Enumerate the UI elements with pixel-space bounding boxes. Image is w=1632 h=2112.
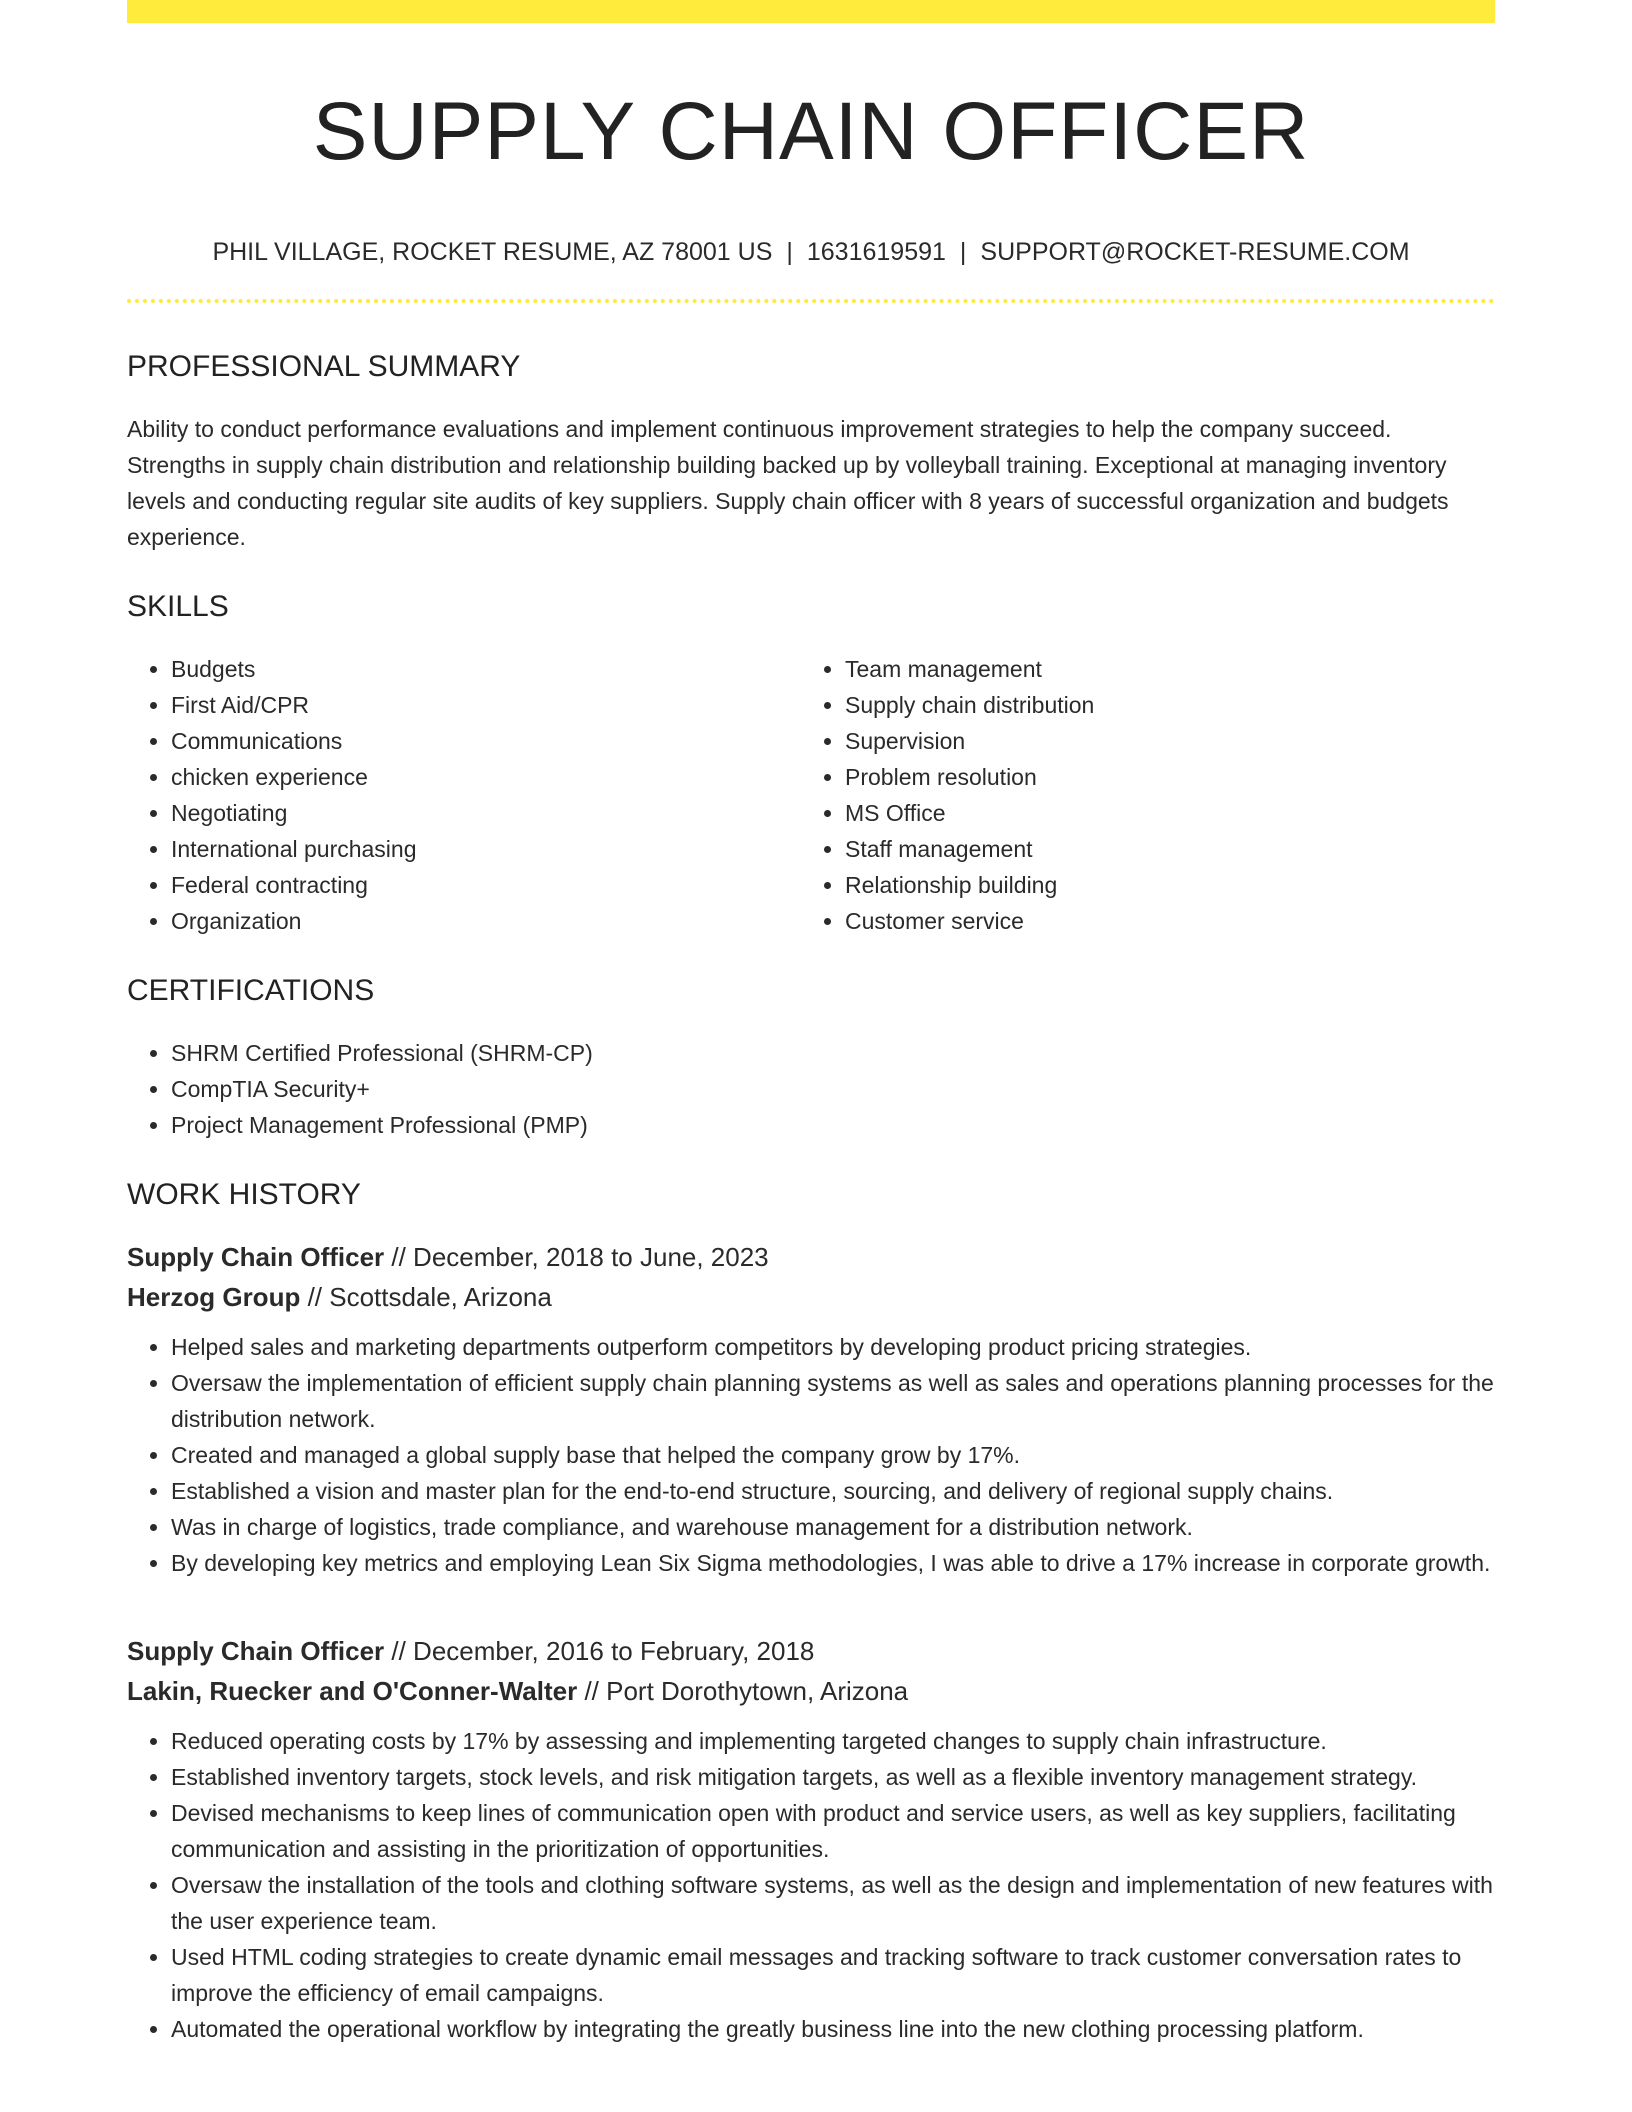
contact-line xyxy=(127,237,1495,267)
skill-item: • Federal contracting xyxy=(171,867,801,903)
accent-bar xyxy=(127,0,1495,23)
skill-item: • Problem resolution xyxy=(845,759,1475,795)
job-location: // Scottsdale, Arizona xyxy=(307,1282,552,1313)
job-bullet: • Established a vision and master plan for the end-to-end structure, sourcing, and delivery of regional supply chains. xyxy=(171,1473,1495,1509)
skill-item: • Team management xyxy=(845,651,1475,687)
skill-item: • Relationship building xyxy=(845,867,1475,903)
contact-separator: | xyxy=(959,238,967,267)
skills-section xyxy=(127,589,1495,939)
job-title: Supply Chain Officer xyxy=(127,1636,385,1667)
job-bullet: • Established inventory targets, stock levels, and risk mitigation targets, as well as a flexible inventory management strategy. xyxy=(171,1759,1495,1795)
skill-item: • chicken experience xyxy=(171,759,801,795)
job-bullet: • Reduced operating costs by 17% by assessing and implementing targeted changes to supply chain infrastructure. xyxy=(171,1723,1495,1759)
certification-item: • CompTIA Security+ xyxy=(171,1071,1495,1107)
skill-item: • Staff management xyxy=(845,831,1475,867)
page-title: SUPPLY CHAIN OFFICER xyxy=(312,86,1310,177)
summary-text: Ability to conduct performance evaluations and implement continuous improvement strategies to help the company succeed. Strengths in supply chain distribution and relationship building backed up by volleyball training. Exceptional at managing inventory levels and conducting regular site audits of key suppliers. Supply chain officer with 8 years of successful organization and budgets experience. xyxy=(127,416,1449,551)
certification-item: • SHRM Certified Professional (SHRM-CP) xyxy=(171,1035,1495,1071)
work-history-section xyxy=(127,1177,1495,2047)
job-company: Herzog Group xyxy=(127,1282,301,1313)
skills-list-right xyxy=(801,651,1475,939)
skills-column-right xyxy=(801,651,1475,939)
job-bullet: • Oversaw the implementation of efficient supply chain planning systems as well as sales and operations planning processes for the distribution network. xyxy=(171,1365,1495,1437)
skills-heading: SKILLS xyxy=(127,590,229,624)
certifications-list xyxy=(127,1035,1495,1143)
skills-grid xyxy=(127,651,1495,939)
skill-item: • Supervision xyxy=(845,723,1475,759)
certifications-section xyxy=(127,973,1495,1143)
job-dates: // December, 2016 to February, 2018 xyxy=(391,1636,815,1667)
job-bullets xyxy=(127,1329,1495,1581)
job-bullet: • Oversaw the installation of the tools and clothing software systems, as well as the design and implementation of new features with the user experience team. xyxy=(171,1867,1495,1939)
contact-address: PHIL VILLAGE, ROCKET RESUME, AZ 78001 US xyxy=(212,238,773,267)
summary-heading: PROFESSIONAL SUMMARY xyxy=(127,350,521,384)
job-dates: // December, 2018 to June, 2023 xyxy=(391,1242,769,1273)
skill-item: • Customer service xyxy=(845,903,1475,939)
skills-column-left xyxy=(127,651,801,939)
contact-email: SUPPORT@ROCKET-RESUME.COM xyxy=(980,238,1410,267)
skill-item: • International purchasing xyxy=(171,831,801,867)
job-entry xyxy=(127,1631,1495,2047)
job-bullet: • Automated the operational workflow by integrating the greatly business line into the new clothing processing platform. xyxy=(171,2011,1495,2047)
certification-item: • Project Management Professional (PMP) xyxy=(171,1107,1495,1143)
contact-phone: 1631619591 xyxy=(806,238,946,267)
job-bullet: • Devised mechanisms to keep lines of communication open with product and service users, as well as key suppliers, facilitating communication and assisting in the prioritization of opportunities. xyxy=(171,1795,1495,1867)
skill-item: • Supply chain distribution xyxy=(845,687,1475,723)
job-title: Supply Chain Officer xyxy=(127,1242,385,1273)
job-location: // Port Dorothytown, Arizona xyxy=(584,1676,909,1707)
job-bullet: • By developing key metrics and employing Lean Six Sigma methodologies, I was able to drive a 17% increase in corporate growth. xyxy=(171,1545,1495,1581)
job-company: Lakin, Ruecker and O'Conner-Walter xyxy=(127,1676,578,1707)
summary-section xyxy=(127,349,1495,555)
job-title-line xyxy=(127,1631,1495,1671)
skill-item: • Communications xyxy=(171,723,801,759)
skill-item: • Negotiating xyxy=(171,795,801,831)
resume-page xyxy=(127,0,1495,2047)
job-company-line xyxy=(127,1671,1495,1711)
job-title-line xyxy=(127,1237,1495,1277)
job-bullet: • Created and managed a global supply base that helped the company grow by 17%. xyxy=(171,1437,1495,1473)
skill-item: • Budgets xyxy=(171,651,801,687)
skill-item: • First Aid/CPR xyxy=(171,687,801,723)
job-bullet: • Used HTML coding strategies to create dynamic email messages and tracking software to track customer conversation rates to improve the efficiency of email campaigns. xyxy=(171,1939,1495,2011)
dotted-divider xyxy=(127,299,1495,303)
job-bullets xyxy=(127,1723,1495,2047)
certifications-heading: CERTIFICATIONS xyxy=(127,974,375,1008)
work-history-heading: WORK HISTORY xyxy=(127,1178,361,1212)
job-bullet: • Helped sales and marketing departments outperform competitors by developing product pricing strategies. xyxy=(171,1329,1495,1365)
job-company-line xyxy=(127,1277,1495,1317)
skills-list-left xyxy=(127,651,801,939)
contact-separator: | xyxy=(786,238,793,267)
job-bullet: • Was in charge of logistics, trade compliance, and warehouse management for a distribution network. xyxy=(171,1509,1495,1545)
job-entry xyxy=(127,1237,1495,1581)
skill-item: • MS Office xyxy=(845,795,1475,831)
skill-item: • Organization xyxy=(171,903,801,939)
